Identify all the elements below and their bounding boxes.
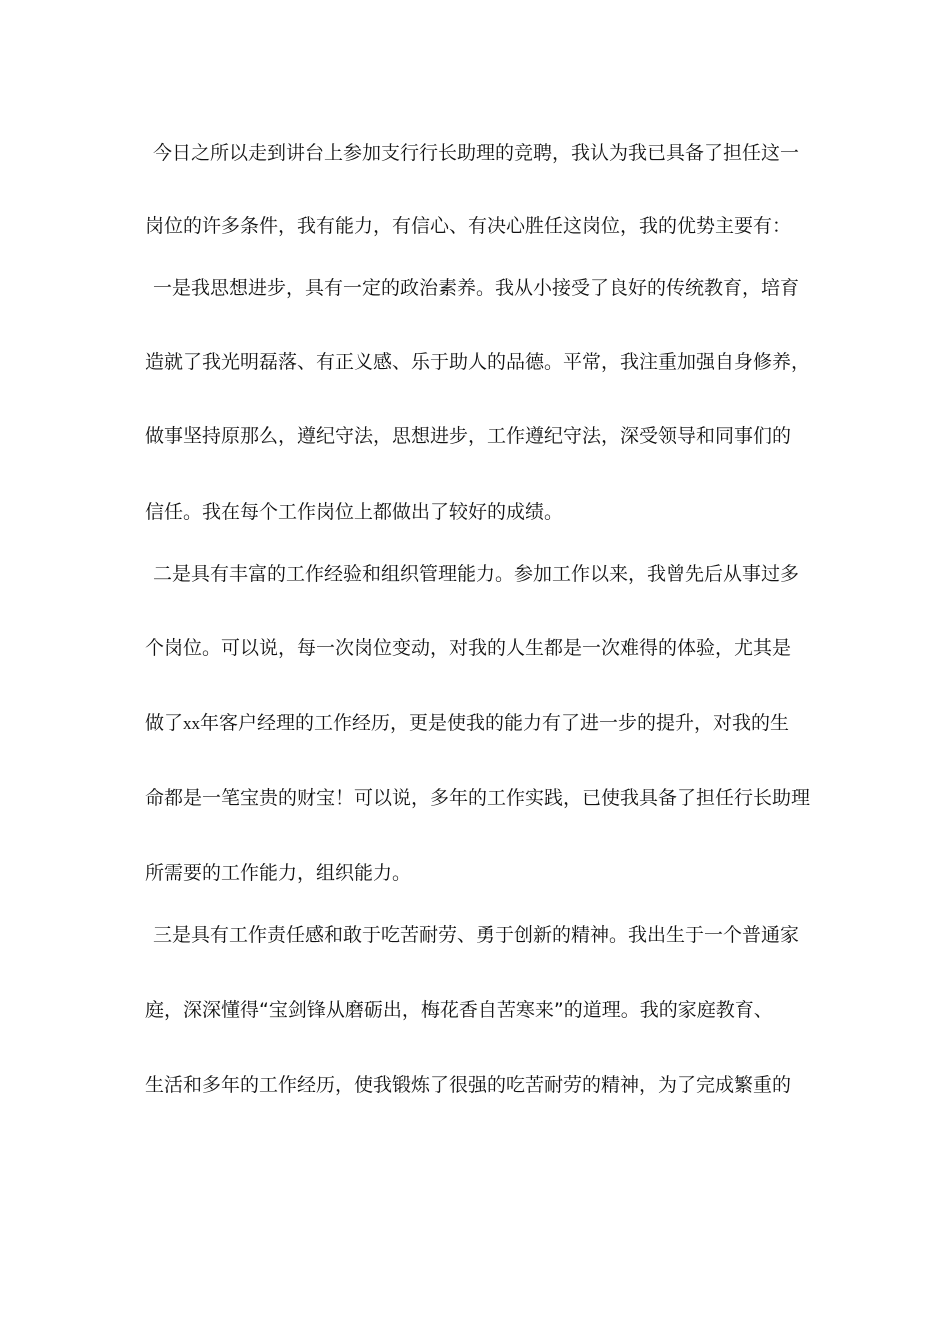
paragraph-1-line-2: 岗位的许多条件，我有能力，有信心、有决心胜任这岗位，我的优势主要有： <box>145 215 792 237</box>
paragraph-2-line-2: 造就了我光明磊落、有正义感、乐于助人的品德。平常，我注重加强自身修养， <box>145 351 811 373</box>
line-text-segment: 年客户经理的工作经历，更是使我的能力有了进一步的提升，对我的生 <box>200 712 790 734</box>
paragraph-3-line-1: 二是具有丰富的工作经验和组织管理能力。参加工作以来，我曾先后从事过多 <box>153 563 800 585</box>
paragraph-3-line-5: 所需要的工作能力，组织能力。 <box>145 862 412 884</box>
paragraph-4-line-3: 生活和多年的工作经历，使我锻炼了很强的吃苦耐劳的精神，为了完成繁重的 <box>145 1074 792 1096</box>
paragraph-1-line-1: 今日之所以走到讲台上参加支行行长助理的竞聘，我认为我已具备了担任这一 <box>153 142 800 164</box>
paragraph-2-line-4: 信任。我在每个工作岗位上都做出了较好的成绩。 <box>145 501 564 523</box>
paragraph-3-line-4: 命都是一笔宝贵的财宝！可以说，多年的工作实践，已使我具备了担任行长助理 <box>145 787 811 809</box>
paragraph-3-line-3 <box>145 711 810 736</box>
paragraph-4-line-1: 三是具有工作责任感和敢于吃苦耐劳、勇于创新的精神。我出生于一个普通家 <box>153 924 800 946</box>
line-text-segment: 做了 <box>145 712 184 734</box>
paragraph-2-line-3: 做事坚持原那么，遵纪守法，思想进步，工作遵纪守法，深受领导和同事们的 <box>145 425 792 447</box>
paragraph-2-line-1: 一是我思想进步，具有一定的政治素养。我从小接受了良好的传统教育，培育 <box>153 277 800 299</box>
paragraph-3-line-2: 个岗位。可以说，每一次岗位变动，对我的人生都是一次难得的体验，尤其是 <box>145 637 792 659</box>
paragraph-4-line-2: 庭，深深懂得“宝剑锋从磨砺出，梅花香自苦寒来”的道理。我的家庭教育、 <box>145 999 773 1021</box>
line-text-segment-latin: xx <box>183 714 201 733</box>
